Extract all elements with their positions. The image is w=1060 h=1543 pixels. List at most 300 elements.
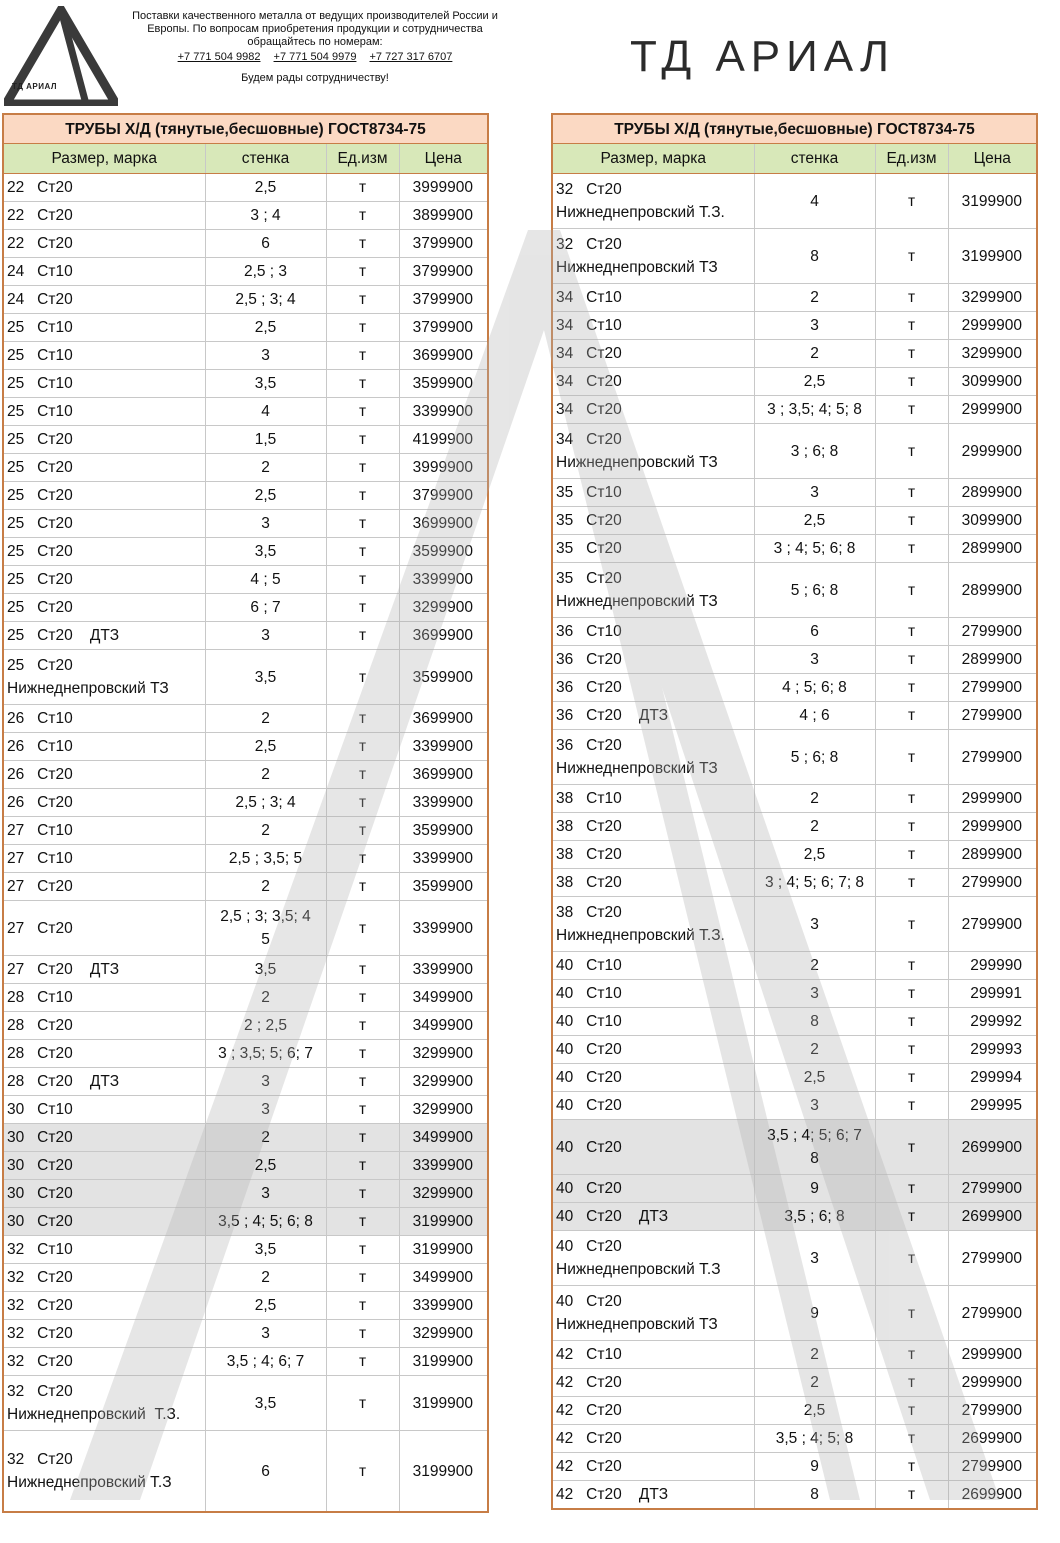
wall-cell: 2 [205,454,326,482]
table-row [552,618,1037,646]
wall-cell: 3 [205,1096,326,1124]
table-row [3,789,488,817]
size-cell: 22 Ст20 [3,202,205,230]
unit-cell: т [875,535,948,563]
size-cell: 28 Ст10 [3,984,205,1012]
table-row [3,1292,488,1320]
table-row [3,733,488,761]
unit-cell: т [326,510,399,538]
table-row [552,1036,1037,1064]
table-row [3,650,488,705]
unit-cell: т [326,1431,399,1513]
unit-cell: т [326,1208,399,1236]
table-row [552,284,1037,312]
price-cell: 2899900 [948,479,1037,507]
size-cell: 42 Ст20 ДТЗ [552,1481,754,1510]
price-cell: 299993 [948,1036,1037,1064]
price-cell: 3399900 [399,901,488,956]
table-row [3,817,488,845]
price-cell: 2699900 [948,1425,1037,1453]
table-row [552,312,1037,340]
price-cell: 3799900 [399,482,488,510]
size-cell: 36 Ст20 [552,646,754,674]
table-row [552,368,1037,396]
size-cell: 24 Ст20 [3,286,205,314]
wall-cell: 3 ; 4; 5; 6; 7; 8 [754,869,875,897]
unit-cell: т [875,980,948,1008]
price-cell: 2999900 [948,785,1037,813]
table-row [552,340,1037,368]
table-row [552,229,1037,284]
unit-cell: т [326,566,399,594]
unit-cell: т [875,813,948,841]
unit-cell: т [875,507,948,535]
size-cell: 35 Ст20 Нижнеднепровский ТЗ [552,563,754,618]
size-cell: 38 Ст20 [552,869,754,897]
size-cell: 32 Ст10 [3,1236,205,1264]
column-header-row [552,144,1037,174]
wall-cell: 2,5 ; 3; 3,5; 4 5 [205,901,326,956]
table-row [552,1481,1037,1510]
price-cell: 2799900 [948,618,1037,646]
price-cell: 2799900 [948,1397,1037,1425]
unit-cell: т [326,1320,399,1348]
price-cell: 3399900 [399,733,488,761]
table-row [552,813,1037,841]
size-cell: 27 Ст10 [3,817,205,845]
price-cell: 3499900 [399,1012,488,1040]
unit-cell: т [875,312,948,340]
unit-cell: т [875,1036,948,1064]
price-cell: 2899900 [948,646,1037,674]
brand-name: ТД АРИАЛ [630,32,895,81]
size-cell: 32 Ст20 [3,1264,205,1292]
wall-cell: 6 [205,1431,326,1513]
wall-cell: 2 [754,1369,875,1397]
phone-number[interactable]: +7 771 504 9979 [273,51,357,63]
unit-cell: т [875,785,948,813]
size-cell: 30 Ст20 [3,1124,205,1152]
unit-cell: т [326,1068,399,1096]
table-title-row [552,114,1037,144]
size-cell: 32 Ст20 Нижнеднепровский Т.З. [552,174,754,229]
table-row [3,1068,488,1096]
wall-cell: 2 [754,340,875,368]
price-cell: 3299900 [399,1040,488,1068]
unit-cell: т [326,1264,399,1292]
size-cell: 32 Ст20 [3,1320,205,1348]
wall-cell: 3,5 ; 4; 6; 7 [205,1348,326,1376]
column-header-price: Цена [948,144,1037,174]
wall-cell: 2,5 [754,841,875,869]
wall-cell: 2,5 ; 3; 4 [205,789,326,817]
table-row [552,1425,1037,1453]
table-row [3,1264,488,1292]
wall-cell: 6 [754,618,875,646]
size-cell: 26 Ст20 [3,789,205,817]
size-cell: 25 Ст10 [3,314,205,342]
wall-cell: 3,5 [205,1376,326,1431]
wall-cell: 2 [205,1124,326,1152]
price-cell: 3799900 [399,314,488,342]
wall-cell: 2 [205,817,326,845]
price-cell: 3299900 [399,1096,488,1124]
table-row [552,1453,1037,1481]
price-cell: 3599900 [399,873,488,901]
wall-cell: 2 [205,1264,326,1292]
price-cell: 3599900 [399,538,488,566]
price-cell: 3499900 [399,1264,488,1292]
size-cell: 32 Ст20 Нижнеднепровский Т.З [3,1431,205,1513]
size-cell: 25 Ст20 [3,510,205,538]
table-row [3,202,488,230]
size-cell: 35 Ст20 [552,507,754,535]
table-row [552,479,1037,507]
wall-cell: 2 [205,761,326,789]
contact-line: обращайтесь по номерам: [247,36,383,48]
table-row [552,980,1037,1008]
wall-cell: 2,5 [754,368,875,396]
size-cell: 34 Ст10 [552,312,754,340]
logo-caption: ТД АРИАЛ [12,82,57,91]
size-cell: 34 Ст20 [552,368,754,396]
unit-cell: т [326,482,399,510]
table-row [552,396,1037,424]
price-cell: 2799900 [948,1175,1037,1203]
price-cell: 3399900 [399,956,488,984]
price-cell: 3599900 [399,817,488,845]
price-cell: 2699900 [948,1481,1037,1510]
unit-cell: т [875,730,948,785]
unit-cell: т [875,869,948,897]
table-row [3,1431,488,1513]
price-cell: 3699900 [399,622,488,650]
unit-cell: т [875,618,948,646]
price-cell: 3299900 [948,340,1037,368]
wall-cell: 2 [754,1036,875,1064]
price-cell: 3199900 [399,1376,488,1431]
price-cell: 3199900 [399,1348,488,1376]
size-cell: 34 Ст20 [552,396,754,424]
table-row [3,538,488,566]
size-cell: 28 Ст20 [3,1012,205,1040]
wall-cell: 2,5 [754,1397,875,1425]
price-cell: 3399900 [399,1152,488,1180]
price-cell: 3199900 [948,229,1037,284]
wall-cell: 5 ; 6; 8 [754,563,875,618]
table-row [3,622,488,650]
unit-cell: т [875,1286,948,1341]
size-cell: 24 Ст10 [3,258,205,286]
unit-cell: т [326,650,399,705]
wall-cell: 6 ; 7 [205,594,326,622]
wall-cell: 2,5 [205,733,326,761]
table-row [552,1369,1037,1397]
size-cell: 25 Ст20 [3,594,205,622]
unit-cell: т [326,622,399,650]
size-cell: 36 Ст20 [552,674,754,702]
wall-cell: 3 [205,342,326,370]
unit-cell: т [326,901,399,956]
price-cell: 2799900 [948,1453,1037,1481]
wall-cell: 3,5 [205,1236,326,1264]
price-cell: 3199900 [399,1431,488,1513]
unit-cell: т [326,202,399,230]
table-row [3,230,488,258]
price-cell: 2999900 [948,312,1037,340]
price-cell: 3399900 [399,398,488,426]
size-cell: 38 Ст20 [552,813,754,841]
size-cell: 40 Ст20 [552,1175,754,1203]
table-row [552,674,1037,702]
wall-cell: 3 [754,1092,875,1120]
wall-cell: 2 [754,785,875,813]
price-cell: 2799900 [948,897,1037,952]
price-cell: 299991 [948,980,1037,1008]
unit-cell: т [326,984,399,1012]
wall-cell: 2,5 [754,1064,875,1092]
phone-list [120,51,510,64]
size-cell: 25 Ст20 [3,482,205,510]
wall-cell: 3 [205,1068,326,1096]
unit-cell: т [326,873,399,901]
price-cell: 3399900 [399,1292,488,1320]
unit-cell: т [875,1064,948,1092]
table-row [552,897,1037,952]
price-cell: 3699900 [399,705,488,733]
size-cell: 40 Ст10 [552,952,754,980]
size-cell: 40 Ст20 [552,1036,754,1064]
size-cell: 42 Ст20 [552,1453,754,1481]
table-row [552,646,1037,674]
phone-number[interactable]: +7 727 317 6707 [369,51,453,63]
price-cell: 3699900 [399,342,488,370]
table-row [552,1120,1037,1175]
price-table-right [551,113,1038,1510]
table-row [3,314,488,342]
wall-cell: 8 [754,1008,875,1036]
unit-cell: т [875,563,948,618]
size-cell: 30 Ст20 [3,1180,205,1208]
table-row [3,1236,488,1264]
price-cell: 2899900 [948,535,1037,563]
unit-cell: т [875,1092,948,1120]
unit-cell: т [875,841,948,869]
table-title: ТРУБЫ Х/Д (тянутые,бесшовные) ГОСТ8734-75 [552,114,1037,144]
table-row [552,535,1037,563]
unit-cell: т [875,1203,948,1231]
unit-cell: т [875,1175,948,1203]
price-cell: 3999900 [399,174,488,202]
size-cell: 27 Ст20 [3,901,205,956]
wall-cell: 3 ; 4; 5; 6; 8 [754,535,875,563]
price-cell: 299994 [948,1064,1037,1092]
unit-cell: т [875,702,948,730]
table-row [3,370,488,398]
unit-cell: т [326,1152,399,1180]
table-row [3,1208,488,1236]
size-cell: 38 Ст20 [552,841,754,869]
wall-cell: 5 ; 6; 8 [754,730,875,785]
table-row [552,730,1037,785]
table-row [3,761,488,789]
unit-cell: т [875,1120,948,1175]
wall-cell: 9 [754,1286,875,1341]
unit-cell: т [875,368,948,396]
price-cell: 3099900 [948,368,1037,396]
price-cell: 299990 [948,952,1037,980]
size-cell: 42 Ст20 [552,1425,754,1453]
unit-cell: т [326,174,399,202]
price-cell: 2699900 [948,1120,1037,1175]
price-cell: 3099900 [948,507,1037,535]
table-row [552,841,1037,869]
price-cell: 3999900 [399,454,488,482]
price-table-left [2,113,489,1513]
size-cell: 40 Ст10 [552,980,754,1008]
wall-cell: 3 [754,1231,875,1286]
price-cell: 2799900 [948,730,1037,785]
table-row [552,174,1037,229]
unit-cell: т [326,1124,399,1152]
size-cell: 40 Ст20 [552,1120,754,1175]
size-cell: 27 Ст10 [3,845,205,873]
unit-cell: т [875,897,948,952]
wall-cell: 3 [754,646,875,674]
phone-number[interactable]: +7 771 504 9982 [177,51,261,63]
unit-cell: т [875,424,948,479]
thanks-line: Будем рады сотрудничеству! [241,72,389,84]
unit-cell: т [326,370,399,398]
unit-cell: т [875,1231,948,1286]
table-row [552,785,1037,813]
unit-cell: т [326,342,399,370]
unit-cell: т [326,789,399,817]
table-row [3,566,488,594]
wall-cell: 3,5 ; 4; 5; 6; 8 [205,1208,326,1236]
size-cell: 32 Ст20 Нижнеднепровский ТЗ [552,229,754,284]
size-cell: 38 Ст10 [552,785,754,813]
column-header-row [3,144,488,174]
wall-cell: 9 [754,1175,875,1203]
price-cell: 3599900 [399,370,488,398]
unit-cell: т [875,174,948,229]
table-row [3,1348,488,1376]
size-cell: 35 Ст10 [552,479,754,507]
wall-cell: 3,5 ; 6; 8 [754,1203,875,1231]
unit-cell: т [875,1425,948,1453]
wall-cell: 3 ; 3,5; 5; 6; 7 [205,1040,326,1068]
price-cell: 3499900 [399,984,488,1012]
wall-cell: 3 [205,622,326,650]
size-cell: 30 Ст10 [3,1096,205,1124]
wall-cell: 2,5 [205,174,326,202]
price-cell: 2899900 [948,841,1037,869]
wall-cell: 3 ; 4 [205,202,326,230]
wall-cell: 2 [754,952,875,980]
table-title-row [3,114,488,144]
table-row [552,1231,1037,1286]
size-cell: 28 Ст20 ДТЗ [3,1068,205,1096]
size-cell: 25 Ст10 [3,342,205,370]
table-row [552,1064,1037,1092]
price-cell: 3299900 [399,1068,488,1096]
company-logo [4,6,118,106]
table-row [3,482,488,510]
table-row [552,1203,1037,1231]
wall-cell: 2 [205,705,326,733]
wall-cell: 3,5 ; 4; 5; 8 [754,1425,875,1453]
price-cell: 2999900 [948,1341,1037,1369]
wall-cell: 2,5 ; 3; 4 [205,286,326,314]
column-header-size: Размер, марка [552,144,754,174]
table-row [3,258,488,286]
size-cell: 26 Ст10 [3,733,205,761]
unit-cell: т [326,1376,399,1431]
unit-cell: т [326,426,399,454]
size-cell: 40 Ст20 [552,1092,754,1120]
wall-cell: 2,5 [205,1152,326,1180]
size-cell: 40 Ст20 [552,1064,754,1092]
unit-cell: т [326,286,399,314]
price-cell: 2999900 [948,1369,1037,1397]
price-cell: 2999900 [948,396,1037,424]
price-cell: 3399900 [399,566,488,594]
unit-cell: т [875,1453,948,1481]
price-cell: 3299900 [948,284,1037,312]
size-cell: 38 Ст20 Нижнеднепровский Т.З. [552,897,754,952]
unit-cell: т [326,1348,399,1376]
price-cell: 3699900 [399,510,488,538]
table-row [552,1286,1037,1341]
size-cell: 25 Ст20 Нижнеднепровский ТЗ [3,650,205,705]
price-cell: 2899900 [948,563,1037,618]
price-cell: 2999900 [948,424,1037,479]
wall-cell: 3,5 ; 4; 5; 6; 7 8 [754,1120,875,1175]
table-row [3,1376,488,1431]
column-header-unit: Ед.изм [875,144,948,174]
table-row [3,286,488,314]
wall-cell: 3 [754,897,875,952]
unit-cell: т [875,340,948,368]
wall-cell: 2,5 [205,1292,326,1320]
unit-cell: т [875,284,948,312]
price-cell: 3399900 [399,789,488,817]
size-cell: 30 Ст20 [3,1208,205,1236]
unit-cell: т [326,1292,399,1320]
price-cell: 3299900 [399,1180,488,1208]
price-cell: 2799900 [948,1231,1037,1286]
wall-cell: 3,5 [205,956,326,984]
table-row [552,1175,1037,1203]
wall-cell: 2,5 ; 3,5; 5 [205,845,326,873]
price-cell: 3599900 [399,650,488,705]
wall-cell: 2,5 [205,482,326,510]
wall-cell: 3,5 [205,538,326,566]
size-cell: 25 Ст10 [3,398,205,426]
unit-cell: т [326,845,399,873]
unit-cell: т [326,258,399,286]
table-row [3,454,488,482]
size-cell: 30 Ст20 [3,1152,205,1180]
size-cell: 32 Ст20 Нижнеднепровский Т.З. [3,1376,205,1431]
unit-cell: т [326,1040,399,1068]
price-cell: 3499900 [399,1124,488,1152]
contact-text [120,10,510,85]
table-row [3,1012,488,1040]
size-cell: 36 Ст10 [552,618,754,646]
unit-cell: т [875,1341,948,1369]
